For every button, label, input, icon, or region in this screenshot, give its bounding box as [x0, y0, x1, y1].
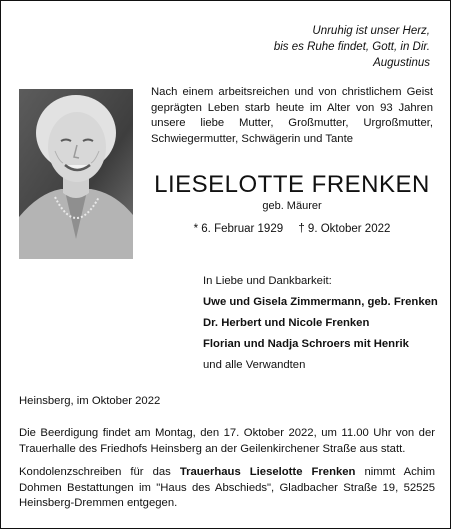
condolence-info — [19, 465, 435, 512]
maiden-name: geb. Mäurer — [262, 200, 322, 212]
condolence-line — [19, 465, 435, 481]
mourners-block — [203, 271, 443, 376]
quote-line: Unruhig ist unser Herz, — [312, 25, 430, 37]
condolence-line: Dohmen Bestattungen im "Haus des Abschieds", Gladbacher Straße 19, 52525 — [19, 481, 435, 494]
condolence-line: Heinsberg-Dremmen entgegen. — [19, 497, 178, 509]
death-date: † 9. Oktober 2022 — [298, 223, 391, 235]
mourners-opening: In Liebe und Dankbarkeit: — [203, 275, 332, 287]
mourner-name: Florian und Nadja Schroers mit Henrik — [203, 338, 409, 350]
portrait-photo — [19, 89, 133, 259]
funeral-info — [19, 426, 435, 457]
mourner-name: Uwe und Gisela Zimmermann, geb. Frenken — [203, 296, 438, 308]
intro-line: unsere liebe Mutter, Großmutter, Urgroßmutter, — [151, 117, 433, 129]
quote-line: bis es Ruhe findet, Gott, in Dir. — [273, 41, 430, 53]
intro-line: geprägten Leben starb heute im Alter von 93 Jahren — [151, 101, 433, 114]
mourners-closing: und alle Verwandten — [203, 359, 306, 371]
quote-author: Augustinus — [373, 57, 430, 69]
place-date: Heinsberg, im Oktober 2022 — [19, 395, 161, 407]
portrait-image — [19, 89, 133, 259]
life-dates — [151, 222, 433, 238]
quote-block — [274, 23, 430, 71]
condolence-post: nimmt Achim — [364, 466, 435, 478]
condolence-pre: Kondolenzschreiben für das — [19, 466, 171, 478]
funeral-line: Trauerhalle des Friedhofs Heinsberg an der Geilenkirchener Straße aus statt. — [19, 442, 406, 455]
intro-line: Nach einem arbeitsreichen und von christlichem Geist — [151, 86, 433, 98]
intro-text — [151, 85, 433, 147]
birth-date: * 6. Februar 1929 — [193, 223, 284, 235]
condolence-house: Trauerhaus Lieselotte Frenken — [179, 466, 356, 478]
intro-line: Schwiegermutter, Schwägerin und Tante — [151, 132, 353, 145]
deceased-name: LIESELOTTE FRENKEN — [154, 171, 430, 198]
funeral-line: Die Beerdigung findet am Montag, den 17. Oktober 2022, um 11.00 Uhr von der — [19, 427, 435, 439]
mourner-name: Dr. Herbert und Nicole Frenken — [203, 317, 370, 329]
